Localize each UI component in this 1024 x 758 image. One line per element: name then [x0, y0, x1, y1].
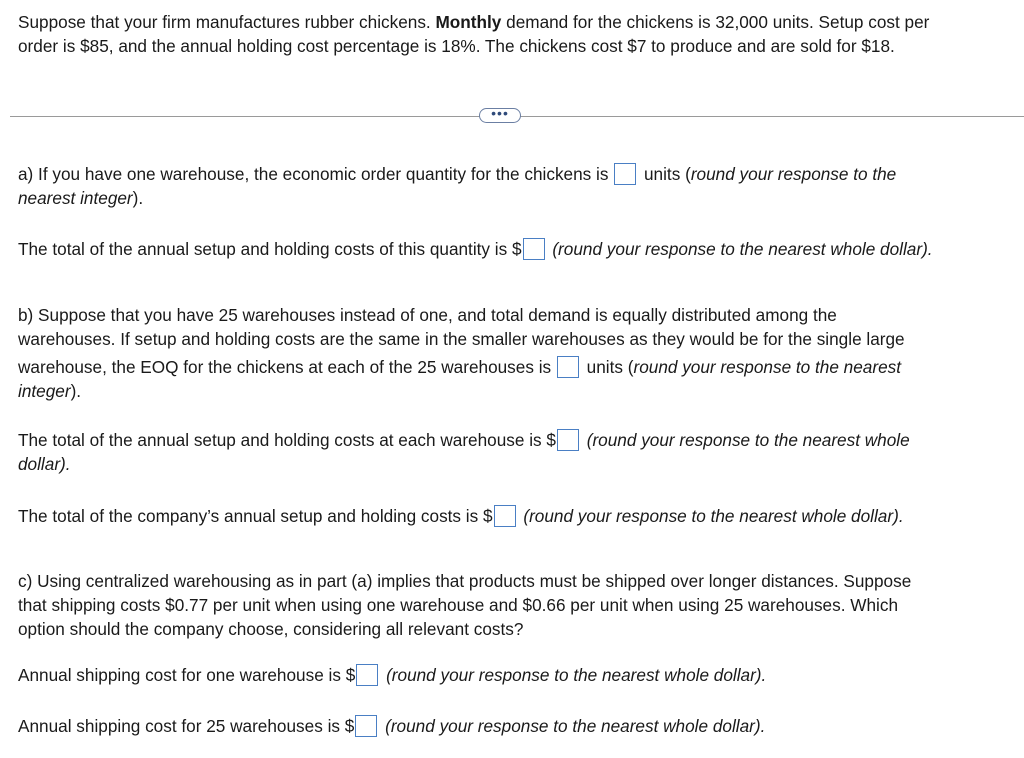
rounding-note: round your response to the nearest [633, 357, 902, 377]
problem-text: Suppose that your firm manufactures rubber chickens. [18, 12, 436, 32]
part-b-question-3 [18, 504, 904, 528]
question-text: option should the company choose, considering all relevant costs? [18, 619, 524, 639]
part-c-question [18, 569, 911, 641]
rounding-note: (round your response to the nearest whole [586, 430, 910, 450]
rounding-note: integer [18, 381, 71, 401]
rounding-note: round your response to the [690, 164, 897, 184]
rounding-note: (round your response to the nearest whole dollar). [385, 716, 766, 736]
rounding-note: (round your response to the nearest whole dollar). [386, 665, 767, 685]
shipping-cost-one-warehouse-input[interactable] [356, 664, 378, 686]
expand-more-button[interactable]: ••• [479, 108, 521, 123]
question-text: warehouse, the EOQ for the chickens at each of the 25 warehouses is [18, 357, 556, 377]
part-a-question-1 [18, 162, 896, 210]
shipping-cost-25-warehouses-input[interactable] [355, 715, 377, 737]
problem-text: order is $85, and the annual holding cost percentage is 18%. The chickens cost $7 to produce and are sold for $18. [18, 36, 895, 56]
question-text: ). [70, 381, 82, 401]
question-text: that shipping costs $0.77 per unit when using one warehouse and $0.66 per unit when using 25 warehouses. Which [18, 595, 899, 615]
question-text: Annual shipping cost for one warehouse is $ [18, 665, 356, 685]
question-text: a) If you have one warehouse, the economic order quantity for the chickens is [18, 164, 614, 184]
eoq-each-warehouse-input[interactable] [557, 356, 579, 378]
question-text: The total of the annual setup and holding costs at each warehouse is $ [18, 430, 556, 450]
part-a-question-2 [18, 237, 933, 261]
part-b-question-1 [18, 303, 905, 403]
problem-bold-word: Monthly [435, 12, 502, 32]
part-c-question-2 [18, 714, 765, 738]
total-cost-one-warehouse-input[interactable] [523, 238, 545, 260]
problem-statement [18, 10, 929, 58]
question-text: warehouses. If setup and holding costs are the same in the smaller warehouses as they would be for the single large [18, 329, 905, 349]
eoq-one-warehouse-input[interactable] [614, 163, 636, 185]
question-text: Annual shipping cost for 25 warehouses is $ [18, 716, 355, 736]
question-text: units ( [586, 357, 634, 377]
part-c-question-1 [18, 663, 766, 687]
question-text: units ( [644, 164, 691, 184]
question-text: The total of the annual setup and holding costs of this quantity is $ [18, 239, 522, 259]
rounding-note: (round your response to the nearest whole dollar). [523, 506, 904, 526]
part-b-question-2 [18, 428, 910, 476]
rounding-note: dollar). [18, 454, 71, 474]
question-text: ). [132, 188, 144, 208]
question-text: The total of the company’s annual setup and holding costs is $ [18, 506, 493, 526]
rounding-note: (round your response to the nearest whole dollar). [552, 239, 933, 259]
question-text: c) Using centralized warehousing as in part (a) implies that products must be shipped over longer distances. Suppose [18, 571, 912, 591]
total-company-cost-input[interactable] [494, 505, 516, 527]
rounding-note: nearest integer [18, 188, 133, 208]
problem-text: demand for the chickens is 32,000 units. Setup cost per [501, 12, 930, 32]
total-cost-each-warehouse-input[interactable] [557, 429, 579, 451]
question-text: b) Suppose that you have 25 warehouses instead of one, and total demand is equally distributed among the [18, 305, 837, 325]
